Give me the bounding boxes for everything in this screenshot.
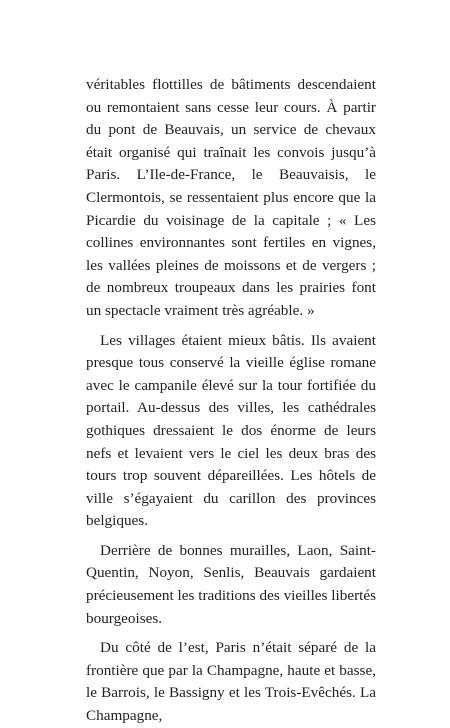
page-body <box>86 74 376 728</box>
paragraph-4: Du côté de l’est, Paris n’était séparé de la frontière que par la Champagne, haute et basse, le Barrois, le Bassigny et les Trois-Evêchés. La Champagne, <box>86 639 376 725</box>
paragraph-2: Les villages étaient mieux bâtis. Ils avaient presque tous conservé la vieille église romane avec le campanile élevé sur la tour fortifiée du portail. Au-dessus des villes, les cathédrales gothiques dressaient le dos énorme de leurs nefs et levaient vers le ciel les deux bras des tours trop souvent dépareillées. Les hôtels de ville s’égayaient du carillon des provinces belgiques. <box>86 331 376 530</box>
paragraph-1: véritables flottilles de bâtiments descendaient ou remontaient sans cesse leur cours. À partir du pont de Beauvais, un service de chevaux était organisé qui traînait les convois jusqu’à Paris. L’Ile-de-France, le Beauvaisis, le Clermontois, se ressentaient plus encore que la Picardie du voisinage de la capitale ; « Les collines environnantes sont fertiles en vignes, les vallées pleines de moissons et de vergers ; de nombreux troupeaux dans les prairies font un spectacle vraiment très agréable. » <box>86 76 376 319</box>
paragraph-3: Derrière de bonnes murailles, Laon, Saint-Quentin, Noyon, Senlis, Beauvais gardaient précieusement les traditions des vieilles libertés bourgeoises. <box>86 541 376 627</box>
